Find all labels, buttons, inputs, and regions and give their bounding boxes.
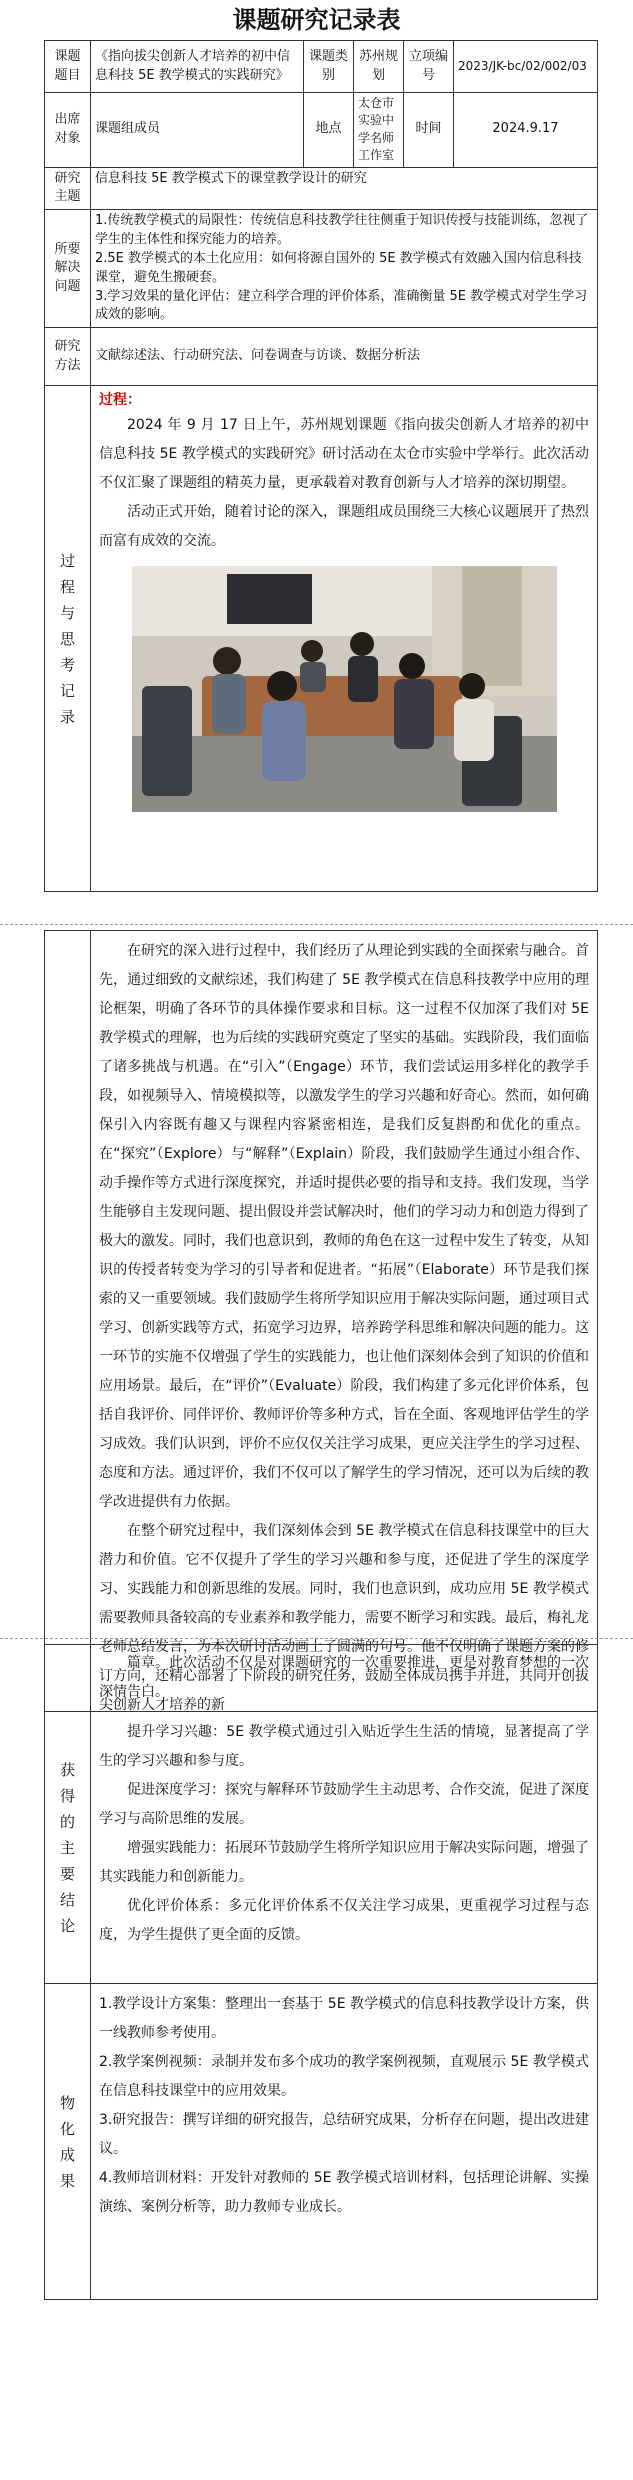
process-label-cont <box>45 931 91 1727</box>
attendees-value: 课题组成员 <box>91 93 304 168</box>
record-table-page2 <box>44 930 598 1726</box>
conclusion-item: 优化评价体系：多元化评价体系不仅关注学习成果，更重视学习过程与态度，为学生提供了更全面的反馈。 <box>99 1898 589 1943</box>
achievement-item: 1.教学设计方案集：整理出一套基于 5E 教学模式的信息科技教学设计方案，供一线教师参考使用。 <box>99 1996 589 2041</box>
time-value: 2024.9.17 <box>454 93 598 168</box>
page-separator <box>0 1638 633 1639</box>
process-tag: 过程： <box>99 392 141 409</box>
page-separator <box>0 924 633 925</box>
conclusions-label: 获 得 的 主 要 结 论 <box>45 1712 91 1984</box>
conclusion-item: 促进深度学习：探究与解释环节鼓励学生主动思考、合作交流，促进了深度学习与高阶思维的发展。 <box>99 1782 589 1827</box>
process-label: 过 程 与 思 考 记 录 <box>45 386 91 892</box>
achievement-item: 2.教学案例视频：录制并发布多个成功的教学案例视频，直观展示 5E 教学模式在信息科技课堂中的应用效果。 <box>99 2054 589 2099</box>
process-paragraph: 2024 年 9 月 17 日上午，苏州规划课题《指向拔尖创新人才培养的初中信息科技 5E 教学模式的实践研究》研讨活动在太仓市实验中学举行。此次活动不仅汇聚了课题组的精英力量，更承载着对教育创新与人才培养的深切期望。 <box>99 416 589 491</box>
tv-screen-shape <box>227 574 312 624</box>
process-label-cont <box>45 1645 91 1712</box>
process-paragraph: 活动正式开始，随着讨论的深入，课题组成员围绕三大核心议题展开了热烈而富有成效的交流。 <box>99 503 589 549</box>
theme-label: 研究主题 <box>45 167 91 210</box>
category-value: 苏州规划 <box>354 41 404 93</box>
process-content-cont <box>91 1645 598 1712</box>
record-table-page1 <box>44 40 598 892</box>
methods-value: 文献综述法、行动研究法、问卷调查与访谈、数据分析法 <box>91 328 598 386</box>
topic-value: 《指向拔尖创新人才培养的初中信息科技 5E 教学模式的实践研究》 <box>91 41 304 93</box>
problem-item: 3.学习效果的量化评估：建立科学合理的评价体系，准确衡量 5E 教学模式对学生学习成效的影响。 <box>95 288 588 323</box>
problems-label: 所要解决问题 <box>45 210 91 328</box>
methods-label: 研究方法 <box>45 328 91 386</box>
achievement-item: 4.教师培训材料：开发针对教师的 5E 教学模式培训材料，包括理论讲解、实操演练、案例分析等，助力教师专业成长。 <box>99 2170 589 2215</box>
location-label: 地点 <box>304 93 354 168</box>
process-content-cont <box>91 931 598 1727</box>
achievements-label: 物 化 成 果 <box>45 1984 91 2300</box>
problem-item: 1.传统教学模式的局限性：传统信息科技教学往往侧重于知识传授与技能训练，忽视了学生的主体性和探究能力的培养。 <box>95 213 589 248</box>
topic-label: 课题题目 <box>45 41 91 93</box>
conclusions-content <box>91 1712 598 1984</box>
project-no-label: 立项编号 <box>404 41 454 93</box>
process-paragraph: 篇章。此次活动不仅是对课题研究的一次重要推进，更是对教育梦想的一次深情告白。 <box>99 1655 589 1700</box>
problems-list <box>91 210 598 328</box>
meeting-photo <box>132 566 557 812</box>
process-paragraph: 在研究的深入进行过程中，我们经历了从理论到实践的全面探索与融合。首先，通过细致的文献综述，我们构建了 5E 教学模式在信息科技教学中应用的理论框架，明确了各环节的具体操作要求和目标。这一过程不仅加深了我们对 5E 教学模式的理解，也为后续的实践研究奠定了坚实的基础。实践阶段，我们面临了诸多挑战与机遇。在“引入”（Engage）环节，我们尝试运用多样化的教学手段，如视频导入、情境模拟等，以激发学生的学习兴趣和好奇心。然而，如何确保引入内容既有趣又与课程内容紧密相连，是我们反复斟酌和优化的重点。在“探究”（Explore）与“解释”（Explain）阶段，我们鼓励学生通过小组合作、动手操作等方式进行深度探究，并适时提供必要的指导和支持。我们发现，当学生能够自主发现问题、提出假设并尝试解决时，他们的学习动力和创造力得到了极大的激发。同时，我们也意识到，教师的角色在这一过程中发生了转变，从知识的传授者转变为学习的引导者和促进者。“拓展”（Elaborate）环节是我们探索的又一重要领域。我们鼓励学生将所学知识应用于解决实际问题，通过项目式学习、创新实践等方式，拓宽学习边界，培养跨学科思维和解决问题的能力。这一环节的实施不仅增强了学生的实践能力，也让他们深刻体会到了知识的价值和应用场景。最后，在“评价”（Evaluate）阶段，我们构建了多元化评价体系，包括自我评价、同伴评价、教师评价等多种方式，旨在全面、客观地评估学生的学习成效。我们认识到，评价不应仅仅关注学习成果，更应关注学生的学习过程、态度和方法。通过评价，我们不仅可以了解学生的学习情况，还可以为后续的教学改进提供有力依据。 <box>99 943 589 1510</box>
conclusion-item: 提升学习兴趣：5E 教学模式通过引入贴近学生生活的情境，显著提高了学生的学习兴趣和参与度。 <box>99 1724 589 1769</box>
process-content <box>91 386 598 892</box>
project-no-value: 2023/JK-bc/02/002/03 <box>454 41 598 93</box>
theme-value: 信息科技 5E 教学模式下的课堂教学设计的研究 <box>91 167 598 210</box>
process-paragraph: 在整个研究过程中，我们深刻体会到 5E 教学模式在信息科技课堂中的巨大潜力和价值。它不仅提升了学生的学习兴趣和参与度，还促进了学生的深度学习、实践能力和创新思维的发展。同时，我们也意识到，成功应用 5E 教学模式需要教师具备较高的专业素养和教学能力，需要不断学习和实践。最后，梅礼龙老师总结发言，为本次研讨活动画上了圆满的句号。他不仅明确了课题方案的修订方向，还精心部署了下阶段的研究任务，鼓励全体成员携手并进，共同开创拔尖创新人才培养的新 <box>99 1523 589 1713</box>
problem-item: 2.5E 教学模式的本土化应用：如何将源自国外的 5E 教学模式有效融入国内信息科技课堂，避免生搬硬套。 <box>95 250 582 285</box>
record-table-page3 <box>44 1644 598 2300</box>
attendees-label: 出席对象 <box>45 93 91 168</box>
conclusion-item: 增强实践能力：拓展环节鼓励学生将所学知识应用于解决实际问题，增强了其实践能力和创新能力。 <box>99 1840 589 1885</box>
achievements-content <box>91 1984 598 2300</box>
time-label: 时间 <box>404 93 454 168</box>
location-value: 太仓市实验中学名师工作室 <box>354 93 404 168</box>
page-title: 课题研究记录表 <box>232 5 401 34</box>
category-label: 课题类别 <box>304 41 354 93</box>
achievement-item: 3.研究报告：撰写详细的研究报告，总结研究成果，分析存在问题，提出改进建议。 <box>99 2112 589 2157</box>
